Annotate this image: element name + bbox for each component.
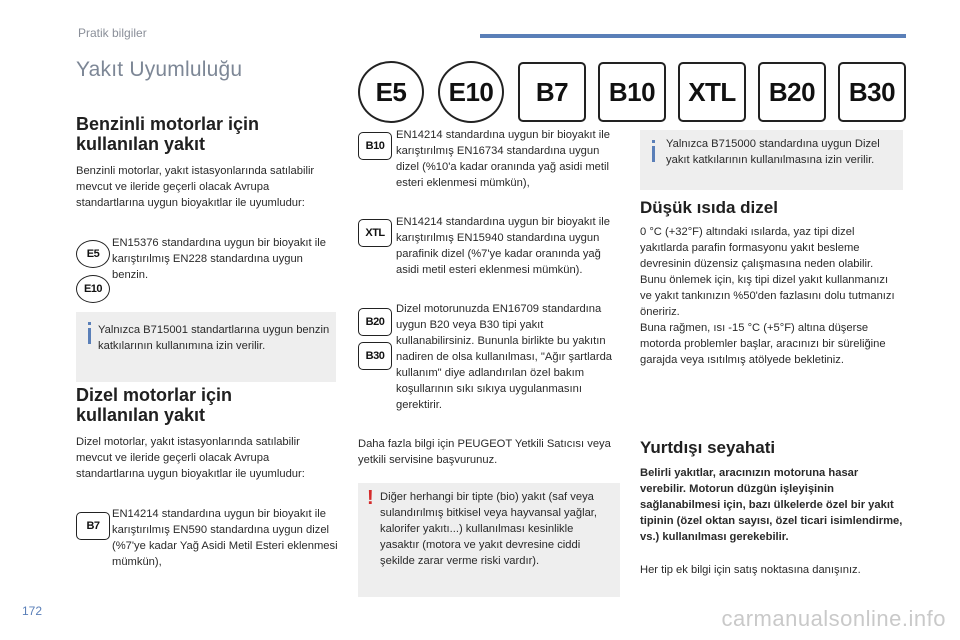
- badge-b30: B30: [358, 342, 392, 370]
- badge-b10: B10: [358, 132, 392, 160]
- gasoline-badge-e10: E10: [76, 275, 110, 303]
- fuel-badge-b30: B30: [838, 62, 906, 122]
- gasoline-note-text: Yalnızca B715001 standartlarına uygun benzin katkılarının kullanımına izin verilir.: [98, 324, 330, 352]
- xtl-text: EN14214 standardına uygun bir bioyakıt ile karıştırılmış EN15940 standardına uygun parafinik dizel (%7'ye kadar oranında yağ asidi metil esteri eklenmesi mümkün).: [396, 216, 610, 276]
- badge-xtl: XTL: [358, 219, 392, 247]
- cold-diesel-text-2: Buna rağmen, ısı -15 °C (+5°F) altına düşerse motorda problemler başlar, aracınızı bir süreliğine garajda veya ısıtılmış atölyede bekletiniz.: [640, 322, 886, 366]
- page-title: Yakıt Uyumluluğu: [76, 58, 243, 81]
- diesel-heading-line1: Dizel motorlar için: [76, 385, 233, 405]
- diesel-additive-note-box: [640, 130, 903, 190]
- fuel-badge-b20: B20: [758, 62, 826, 122]
- warning-icon: !: [367, 487, 374, 509]
- info-icon-bar: [652, 146, 655, 162]
- watermark: carmanualsonline.info: [721, 606, 946, 631]
- gasoline-e5-text: EN15376 standardına uygun bir bioyakıt ile karıştırılmış EN228 standardına uygun benzin.: [112, 237, 326, 281]
- info-icon: [652, 140, 655, 143]
- diesel-heading-line2: kullanılan yakıt: [76, 405, 206, 425]
- gasoline-heading-line2: kullanılan yakıt: [76, 134, 206, 154]
- warning-text: Diğer herhangi bir tipte (bio) yakıt (saf veya sulandırılmış bitkisel veya hayvansal yağlar, kalorifer yakıtı...) kullanılması kesinlikle yasaktır (motora ve yakıt devresine ciddi şekilde zarar verme riski vardır).: [380, 491, 598, 567]
- header-rule: [480, 34, 906, 38]
- abroad-heading: Yurtdışı seyahati: [640, 438, 776, 457]
- badge-b20: B20: [358, 308, 392, 336]
- abroad-text: Her tip ek bilgi için satış noktasına danışınız.: [640, 564, 861, 576]
- info-icon: [88, 322, 91, 325]
- section-header: Pratik bilgiler: [78, 26, 147, 40]
- gasoline-intro: Benzinli motorlar, yakıt istasyonlarında satılabilir mevcut ve ileride geçerli olacak Avrupa standartlarına uygun bioyakıtlar ile uyumludur:: [76, 165, 315, 209]
- gasoline-heading: [76, 114, 259, 154]
- gasoline-heading-line1: Benzinli motorlar için: [76, 114, 260, 134]
- cold-diesel-text: 0 °C (+32°F) altındaki ısılarda, yaz tipi dizel yakıtlarda parafin formasyonu yakıt besleme devresinin düzensiz çalışmasına neden olabilir. Bunu önlemek için, kış tipi dizel yakıt kullanmanızı ve yakıt tankınızın %50'den fazlasını dolu tutmanızı öneririz.: [640, 226, 895, 318]
- diesel-additive-note-text: Yalnızca B715000 standardına uygun Dizel yakıt katkılarının kullanılmasına izin verilir.: [666, 138, 880, 166]
- diesel-intro: Dizel motorlar, yakıt istasyonlarında satılabilir mevcut ve ileride geçerli olacak Avrupa standartlarına uygun bioyakıtlar ile uyumludur:: [76, 436, 305, 480]
- info-icon-bar: [88, 328, 91, 344]
- page-number: 172: [22, 604, 43, 618]
- warning-box: [358, 483, 620, 597]
- fuel-badge-b10: B10: [598, 62, 666, 122]
- gasoline-badge-e5: E5: [76, 240, 110, 268]
- b20-b30-text: Dizel motorunuzda EN16709 standardına uygun B20 veya B30 tipi yakıt kullanabilirsiniz. Bununla birlikte bu yakıtın nadiren de olsa kullanılması, "Ağır şartlarda kullanım" diye adlandırılan özel bakım koşullarının sıkı sıkıya uygulanmasını gerektirir.: [396, 303, 613, 411]
- gasoline-note-box: [76, 312, 336, 382]
- diesel-b7-text: EN14214 standardına uygun bir bioyakıt ile karıştırılmış EN590 standardına uygun dizel (%7'ye kadar Yağ Asidi Metil Esteri eklenmesi mümkün),: [112, 508, 338, 568]
- fuel-badge-e10: E10: [438, 61, 504, 123]
- fuel-badge-b7: B7: [518, 62, 586, 122]
- b10-text: EN14214 standardına uygun bir bioyakıt ile karıştırılmış EN16734 standardına uygun dizel (%10'a kadar oranında yağ asidi metil esteri eklenmesi mümkün),: [396, 129, 610, 189]
- fuel-badge-e5: E5: [358, 61, 424, 123]
- diesel-badge-b7: B7: [76, 512, 110, 540]
- fuel-badge-xtl: XTL: [678, 62, 746, 122]
- abroad-bold-text: Belirli yakıtlar, aracınızın motoruna hasar verebilir. Motorun düzgün işleyişinin sağlanabilmesi için, bazı ülkelerde özel bir yakıt tipinin (özel oktan sayısı, özel ticari isimlendirme, vs.) kullanılması gerekebilir.: [640, 467, 903, 543]
- diesel-heading: [76, 385, 232, 425]
- cold-diesel-heading: Düşük ısıda dizel: [640, 198, 778, 217]
- more-info-text: Daha fazla bilgi için PEUGEOT Yetkili Satıcısı veya yetkili servisine başvurunuz.: [358, 438, 611, 466]
